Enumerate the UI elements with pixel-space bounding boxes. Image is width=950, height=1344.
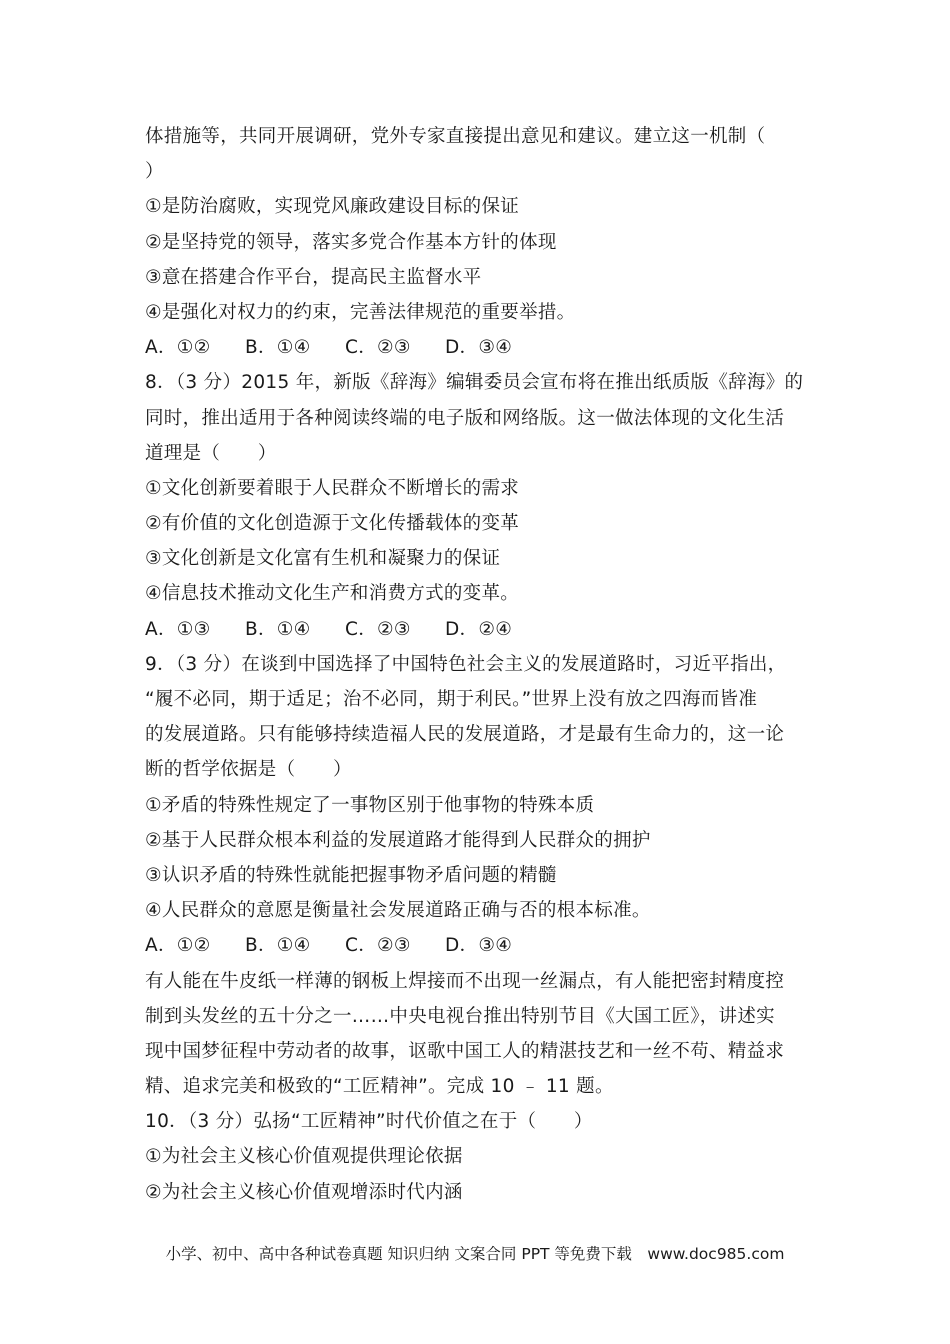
q9-option: ④人民群众的意愿是衡量社会发展道路正确与否的根本标准。 bbox=[145, 900, 651, 922]
q7-choice-b: B．①④ bbox=[245, 337, 311, 359]
q8-stem-line: 同时，推出适用于各种阅读终端的电子版和网络版。这一做法体现的文化生活 bbox=[145, 407, 785, 429]
q7-choice-d: D．③④ bbox=[445, 337, 513, 359]
q7-stem-line: 体措施等，共同开展调研，党外专家直接提出意见和建议。建立这一机制（ bbox=[145, 126, 766, 147]
q8-choice-b: B．①④ bbox=[245, 618, 311, 640]
passage-line: 有人能在牛皮纸一样薄的钢板上焊接而不出现一丝漏点，有人能把密封精度控 bbox=[145, 970, 785, 992]
q8-choice-c: C．②③ bbox=[345, 618, 411, 640]
q9-option: ②基于人民群众根本利益的发展道路才能得到人民群众的拥护 bbox=[145, 829, 651, 851]
q8-option: ②有价值的文化创造源于文化传播载体的变革 bbox=[145, 513, 520, 535]
q8-choice-a: A．①③ bbox=[145, 618, 211, 640]
q9-option: ③认识矛盾的特殊性就能把握事物矛盾问题的精髓 bbox=[145, 864, 557, 886]
passage-line: 精、追求完美和极致的“工匠精神”。完成 10 ﹣ 11 题。 bbox=[145, 1076, 614, 1098]
page-content bbox=[145, 119, 815, 1210]
q9-choice-a: A．①② bbox=[145, 935, 211, 957]
q9-choice-b: B．①④ bbox=[245, 935, 311, 957]
q7-option: ④是强化对权力的约束，完善法律规范的重要举措。 bbox=[145, 301, 576, 323]
q8-option: ③文化创新是文化富有生机和凝聚力的保证 bbox=[145, 548, 501, 570]
q7-stem-line: ） bbox=[145, 161, 164, 183]
q10-option: ①为社会主义核心价值观提供理论依据 bbox=[145, 1146, 463, 1168]
q9-stem-line: 的发展道路。只有能够持续造福人民的发展道路，才是最有生命力的，这一论 bbox=[145, 724, 785, 746]
q10-stem-line: 10．（3 分）弘扬“工匠精神”时代价值之在于（ ） bbox=[145, 1111, 593, 1133]
q10-option: ②为社会主义核心价值观增添时代内涵 bbox=[145, 1181, 463, 1203]
passage-line: 现中国梦征程中劳动者的故事，讴歌中国工人的精湛技艺和一丝不苟、精益求 bbox=[145, 1040, 785, 1062]
q9-option: ①矛盾的特殊性规定了一事物区别于他事物的特殊本质 bbox=[145, 794, 595, 816]
q9-choices bbox=[145, 928, 815, 963]
q8-choices bbox=[145, 612, 815, 647]
q8-stem-line: 8．（3 分）2015 年，新版《辞海》编辑委员会宣布将在推出纸质版《辞海》的 bbox=[145, 372, 804, 394]
q9-stem-line: 断的哲学依据是（ ） bbox=[145, 759, 352, 781]
passage-line: 制到头发丝的五十分之一……中央电视台推出特别节目《大国工匠》，讲述实 bbox=[145, 1005, 775, 1027]
q8-option: ④信息技术推动文化生产和消费方式的变革。 bbox=[145, 583, 520, 605]
q7-option: ①是防治腐败，实现党风廉政建设目标的保证 bbox=[145, 196, 520, 218]
q7-choices bbox=[145, 330, 815, 365]
page-footer: 小学、初中、高中各种试卷真题 知识归纳 文案合同 PPT 等免费下载 www.doc985.com bbox=[165, 1245, 785, 1263]
q8-stem-line: 道理是（ ） bbox=[145, 442, 277, 464]
q9-choice-d: D．③④ bbox=[445, 935, 513, 957]
q8-choice-d: D．②④ bbox=[445, 618, 513, 640]
q9-choice-c: C．②③ bbox=[345, 935, 411, 957]
q7-choice-a: A．①② bbox=[145, 337, 211, 359]
q7-option: ②是坚持党的领导，落实多党合作基本方针的体现 bbox=[145, 231, 557, 253]
q7-choice-c: C．②③ bbox=[345, 337, 411, 359]
q9-stem-line: 9．（3 分）在谈到中国选择了中国特色社会主义的发展道路时，习近平指出， bbox=[145, 653, 787, 675]
q9-stem-line: “履不必同，期于适足；治不必同，期于利民。”世界上没有放之四海而皆准 bbox=[145, 689, 758, 710]
q7-option: ③意在搭建合作平台，提高民主监督水平 bbox=[145, 266, 482, 288]
q8-option: ①文化创新要着眼于人民群众不断增长的需求 bbox=[145, 477, 520, 499]
